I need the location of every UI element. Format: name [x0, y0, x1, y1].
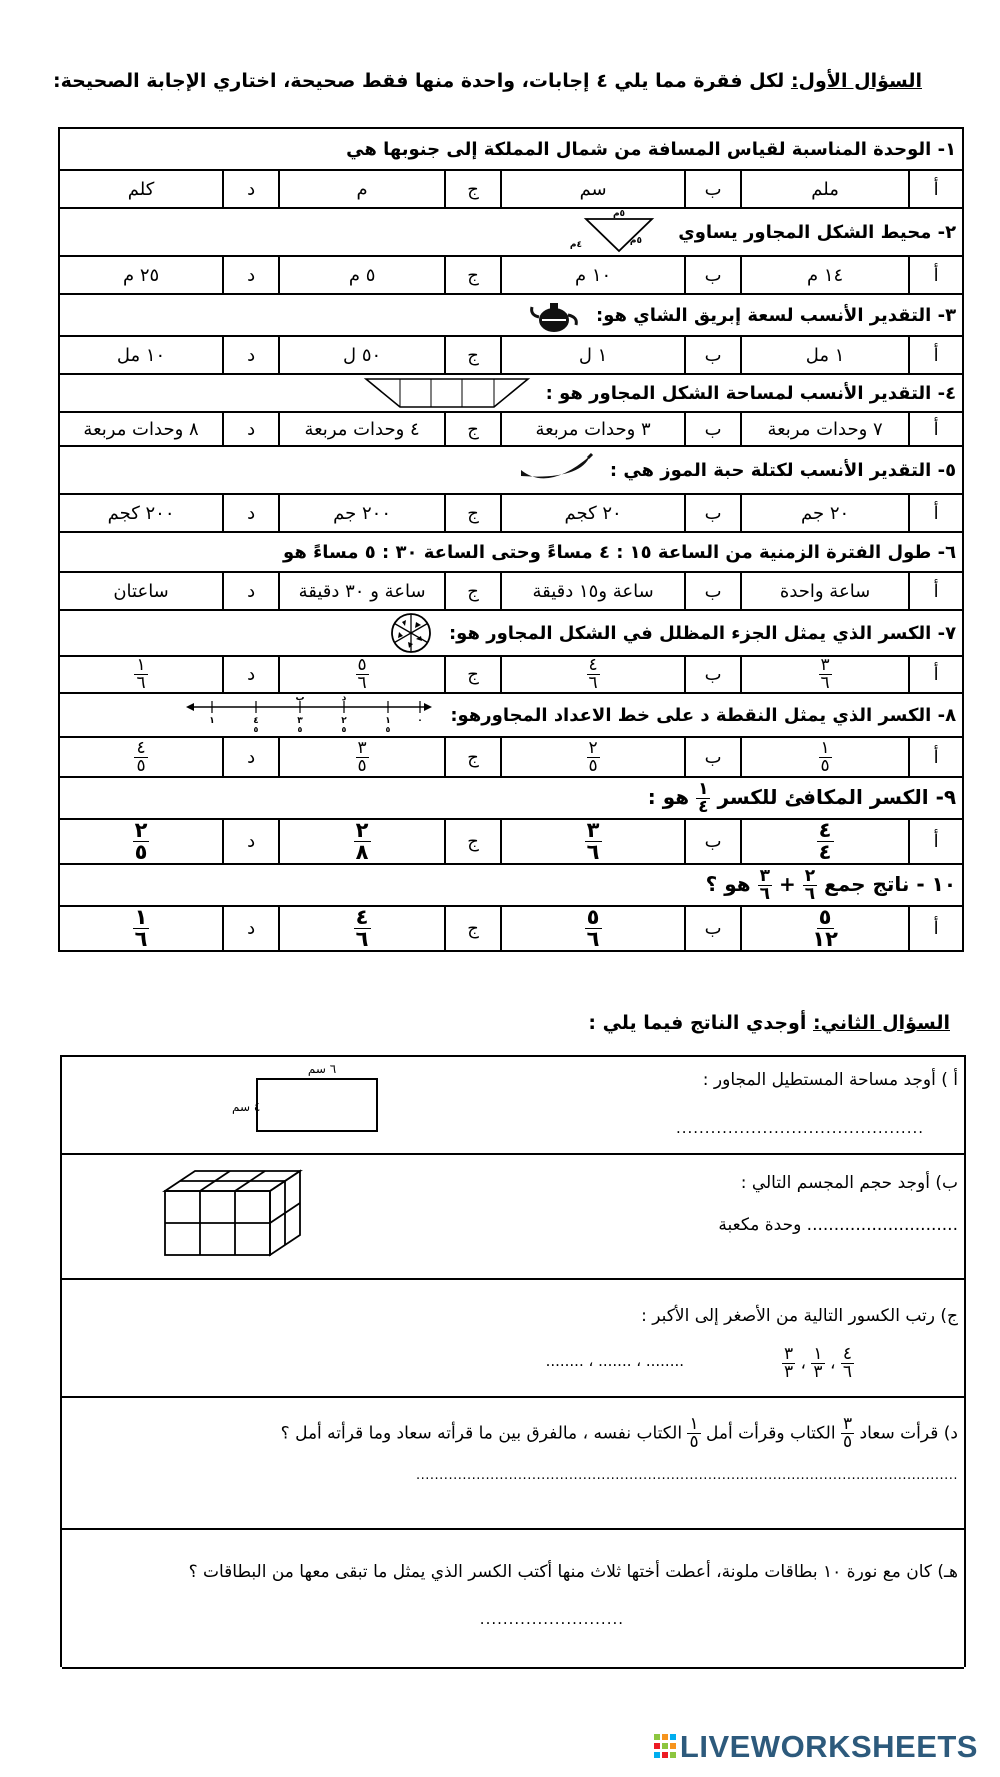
fraction: $\frac{١}{٥}$ [820, 737, 830, 776]
part-c-fractions: $\frac{٤}{٦}$ ، $\frac{١}{٣}$ ، $\frac{٣}{٣}$ [783, 1344, 852, 1382]
part-a-answer-line[interactable]: ........................................... [675, 1119, 924, 1137]
rectangle-shape [257, 1079, 377, 1131]
option-letter: أ [909, 906, 963, 951]
option-letter: ج [445, 572, 501, 610]
answer-row [59, 572, 963, 610]
fraction: $\frac{٣}{٥}$ [357, 737, 367, 776]
part-c-text: ج) رتب الكسور التالية من الأصغر إلى الأكبر : [641, 1306, 958, 1326]
banana-icon [518, 450, 594, 490]
option-letter: د [223, 906, 279, 951]
fraction: $\frac{٣}{٦}$ [759, 865, 770, 904]
answer-option[interactable] [59, 737, 223, 777]
point-b-label: ب [295, 693, 305, 703]
answer-option[interactable]: ٥ م [279, 256, 445, 294]
fraction: $\frac{٢}{٨}$ [355, 818, 369, 864]
option-letter: أ [909, 737, 963, 777]
answer-option[interactable] [741, 737, 909, 777]
option-letter: ب [685, 412, 741, 446]
part-d [62, 1396, 964, 1530]
option-letter: ب [685, 494, 741, 532]
answer-option[interactable]: ٢٠ كجم [501, 494, 685, 532]
svg-text:٤م: ٤م [570, 240, 583, 250]
question-text: ٩- الكسر المكافئ للكسر $\frac{١}{٤}$ هو : [647, 778, 957, 817]
option-letter: أ [909, 494, 963, 532]
question-1-instructions: لكل فقرة مما يلي ٤ إجابات، واحدة منها فقط صحيحة، اختاري الإجابة الصحيحة: [53, 70, 785, 92]
answer-row [59, 656, 963, 693]
number-line-tick-label: ٠ [417, 716, 424, 726]
answer-row [59, 256, 963, 294]
number-line-tick-label: ٤ [253, 716, 260, 726]
part-b [62, 1153, 964, 1280]
fraction: $\frac{٤}{٤}$ [818, 818, 832, 864]
question-row [59, 294, 963, 336]
fraction: $\frac{٣}{٥}$ [843, 1414, 853, 1452]
option-letter: ب [685, 737, 741, 777]
answer-option[interactable]: ٧ وحدات مربعة [741, 412, 909, 446]
trapezoid-figure [364, 376, 530, 410]
answer-option[interactable] [59, 656, 223, 693]
fraction: $\frac{٤}{٦}$ [355, 905, 369, 951]
part-d-answer-line[interactable]: ..................................................................................................................... [416, 1468, 958, 1483]
part-a [62, 1057, 964, 1155]
mcq-table [58, 127, 964, 952]
number-line-tick-label: ٢ [341, 716, 348, 726]
answer-option[interactable]: ١٤ م [741, 256, 909, 294]
option-letter: ج [445, 170, 501, 208]
question-2-instructions: أوجدي الناتج فيما يلي : [588, 1012, 807, 1034]
option-letter: ب [685, 336, 741, 374]
answer-option[interactable]: ٢٥ م [59, 256, 223, 294]
part-c [62, 1278, 964, 1398]
answer-row [59, 737, 963, 777]
question-row [59, 532, 963, 572]
option-letter: د [223, 819, 279, 864]
part-d-text: د) قرأت سعاد $\frac{٣}{٥}$ الكتاب وقرأت أمل $\frac{١}{٥}$ الكتاب نفسه ، مالفرق بين ما قرأته سعاد وما قرأته أمل ؟ [280, 1414, 958, 1452]
answer-option[interactable] [501, 737, 685, 777]
answer-option[interactable]: ٢٠٠ جم [279, 494, 445, 532]
number-line-tick-label: ١ [385, 716, 392, 726]
option-letter: د [223, 494, 279, 532]
answer-option[interactable]: م [279, 170, 445, 208]
svg-text:٥: ٥ [297, 725, 303, 734]
answer-row [59, 819, 963, 864]
answer-option[interactable] [501, 906, 685, 951]
question-text: ٣- التقدير الأنسب لسعة إبريق الشاي هو: [596, 304, 957, 326]
answer-option[interactable]: ٤ وحدات مربعة [279, 412, 445, 446]
logo-text: LIVEWORKSHEETS [679, 1729, 978, 1764]
cube-solid-figure [157, 1163, 317, 1263]
fraction: $\frac{٣}{٣}$ [783, 1344, 794, 1382]
teapot-icon [530, 295, 580, 335]
part-e-answer-line[interactable]: ......................... [479, 1610, 624, 1628]
question-row [59, 777, 963, 819]
question-text: ٦- طول الفترة الزمنية من الساعة ١٥ : ٤ مساءً وحتى الساعة ٣٠ : ٥ مساءً هو [283, 541, 957, 563]
option-letter: أ [909, 336, 963, 374]
option-letter: ج [445, 656, 501, 693]
option-letter: أ [909, 656, 963, 693]
answer-option[interactable] [279, 656, 445, 693]
answer-row [59, 412, 963, 446]
fraction: $\frac{٥}{٦}$ [586, 905, 600, 951]
option-letter: ب [685, 572, 741, 610]
question-row [59, 208, 963, 256]
question-2-label: السؤال الثاني: [813, 1012, 950, 1034]
fraction: $\frac{٤}{٦}$ [588, 655, 598, 693]
option-letter: أ [909, 412, 963, 446]
question-text: ٢- محيط الشكل المجاور يساوي [678, 221, 957, 243]
option-letter: ب [685, 256, 741, 294]
question-row [59, 128, 963, 170]
fraction: $\frac{٢}{٥}$ [134, 818, 148, 864]
question-text: ٧- الكسر الذي يمثل الجزء المظلل في الشكل المجاور هو: [448, 622, 957, 644]
option-letter: ج [445, 256, 501, 294]
part-a-text: أ ) أوجد مساحة المستطيل المجاور : [702, 1070, 958, 1090]
fraction: $\frac{١}{٥}$ [689, 1414, 699, 1452]
fraction: $\frac{٤}{٦}$ [842, 1344, 852, 1382]
question-text: ٨- الكسر الذي يمثل النقطة د على خط الاعداد المجاورهو: [450, 704, 957, 726]
answer-option[interactable] [501, 656, 685, 693]
fraction: $\frac{١}{٦}$ [134, 905, 148, 951]
question-text: ١- الوحدة المناسبة لقياس المسافة من شمال المملكة إلى جنوبها هي [346, 138, 957, 160]
answer-option[interactable] [741, 819, 909, 864]
number-line-tick-label: ٣ [297, 716, 304, 726]
question-1-label: السؤال الأول: [790, 70, 922, 92]
answer-option[interactable] [741, 656, 909, 693]
answer-option[interactable]: ٢٠ جم [741, 494, 909, 532]
question-row [59, 693, 963, 737]
part-b-answer[interactable]: ............................ وحدة مكعبة [718, 1215, 958, 1235]
logo-icon [654, 1734, 676, 1760]
answer-option[interactable]: ١ ل [501, 336, 685, 374]
liveworksheets-logo [654, 1729, 978, 1765]
question-text: ١٠ - ناتج جمع $\frac{٢}{٦}$ + $\frac{٣}{٦}$ هو ؟ [705, 865, 957, 904]
question-1-title [53, 70, 922, 106]
answer-option[interactable]: ساعة و١٥ دقيقة [501, 572, 685, 610]
option-letter: د [223, 412, 279, 446]
answer-option[interactable]: ١٠ مل [59, 336, 223, 374]
svg-text:٥: ٥ [253, 725, 259, 734]
answer-option[interactable]: ساعة واحدة [741, 572, 909, 610]
svg-text:٥م: ٥م [613, 209, 626, 219]
part-c-answer-line[interactable]: ........ ، ....... ، ........ [545, 1352, 684, 1370]
triangle-figure [570, 209, 662, 255]
point-d-label: د [342, 693, 347, 703]
answer-option[interactable]: ملم [741, 170, 909, 208]
fraction: $\frac{١}{٣}$ [813, 1344, 823, 1382]
option-letter: ب [685, 170, 741, 208]
question-row [59, 374, 963, 412]
option-letter: أ [909, 572, 963, 610]
answer-row [59, 906, 963, 951]
fraction: $\frac{٥}{٦}$ [357, 655, 367, 693]
answer-option[interactable]: كلم [59, 170, 223, 208]
option-letter: ج [445, 737, 501, 777]
part-b-text: ب) أوجد حجم المجسم التالي : [740, 1173, 958, 1193]
part-e-text: هـ) كان مع نورة ١٠ بطاقات ملونة، أعطت أختها ثلاث منها أكتب الكسر الذي يمثل ما تبقى معها من البطاقات ؟ [188, 1562, 958, 1582]
fraction: $\frac{٢}{٥}$ [588, 737, 598, 776]
svg-text:٥: ٥ [385, 725, 391, 734]
question-text: ٤- التقدير الأنسب لمساحة الشكل المجاور هو : [545, 382, 957, 404]
answer-option[interactable]: ١ مل [741, 336, 909, 374]
part-e [62, 1530, 964, 1669]
answer-option[interactable] [501, 819, 685, 864]
answer-option[interactable]: سم [501, 170, 685, 208]
option-letter: ج [445, 906, 501, 951]
option-letter: د [223, 737, 279, 777]
fraction: $\frac{٤}{٥}$ [136, 737, 146, 776]
fraction: $\frac{٣}{٦}$ [820, 655, 830, 693]
answer-row [59, 494, 963, 532]
answer-row [59, 336, 963, 374]
question-row [59, 446, 963, 494]
option-letter: ج [445, 412, 501, 446]
question-row [59, 864, 963, 906]
answer-option[interactable] [59, 819, 223, 864]
question-2-box [60, 1055, 966, 1667]
rectangle-figure [132, 1061, 392, 1141]
question-text: ٥- التقدير الأنسب لكتلة حبة الموز هي : [609, 459, 957, 481]
option-letter: د [223, 336, 279, 374]
fraction: $\frac{١}{٤}$ [698, 778, 709, 817]
question-2-title [588, 1012, 950, 1034]
fraction: $\frac{١}{٦}$ [136, 655, 146, 693]
option-letter: د [223, 572, 279, 610]
option-letter: د [223, 656, 279, 693]
answer-option[interactable]: ساعة و ٣٠ دقيقة [279, 572, 445, 610]
answer-row [59, 170, 963, 208]
svg-text:٥م: ٥م [630, 236, 643, 246]
question-row [59, 610, 963, 656]
option-letter: ج [445, 336, 501, 374]
answer-option[interactable] [279, 819, 445, 864]
rectangle-height-label: ٤ سم [232, 1100, 261, 1114]
number-line-figure [184, 695, 434, 735]
option-letter: أ [909, 256, 963, 294]
fraction: $\frac{٢}{٦}$ [804, 865, 816, 904]
option-letter: ج [445, 819, 501, 864]
answer-option[interactable]: ساعتان [59, 572, 223, 610]
answer-option[interactable] [59, 906, 223, 951]
answer-option[interactable] [741, 906, 909, 951]
svg-text:٥: ٥ [341, 725, 347, 734]
option-letter: د [223, 170, 279, 208]
answer-option[interactable] [279, 906, 445, 951]
rectangle-width-label: ٦ سم [307, 1062, 337, 1076]
option-letter: أ [909, 819, 963, 864]
answer-option[interactable] [279, 737, 445, 777]
fraction: $\frac{٣}{٦}$ [586, 818, 600, 864]
option-letter: ج [445, 494, 501, 532]
option-letter: ب [685, 819, 741, 864]
option-letter: د [223, 256, 279, 294]
answer-option[interactable]: ٣ وحدات مربعة [501, 412, 685, 446]
fraction: $\frac{٥}{١٢}$ [812, 905, 838, 951]
answer-option[interactable]: ١٠ م [501, 256, 685, 294]
number-line-tick-label: ١ [209, 716, 216, 726]
answer-option[interactable]: ٢٠٠ كجم [59, 494, 223, 532]
option-letter: ب [685, 906, 741, 951]
answer-option[interactable]: ٨ وحدات مربعة [59, 412, 223, 446]
answer-option[interactable]: ٥٠ ل [279, 336, 445, 374]
option-letter: ب [685, 656, 741, 693]
pie-circle-figure [389, 611, 433, 655]
option-letter: أ [909, 170, 963, 208]
